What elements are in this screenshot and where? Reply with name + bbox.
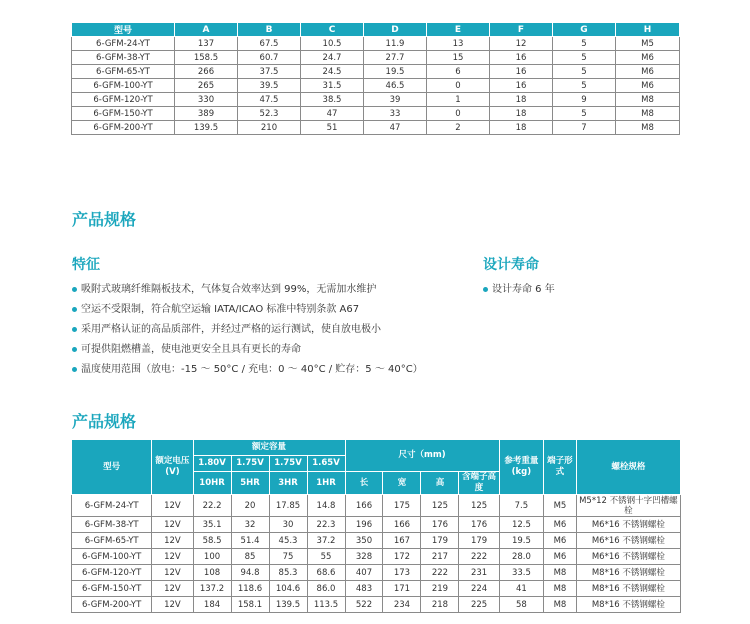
table-cell: 33.5 [499,565,544,581]
table-cell: 52.3 [238,107,301,121]
table-cell: 12V [152,581,193,597]
bullet-icon [72,327,77,332]
table-cell: 94.8 [231,565,269,581]
table-cell: 222 [421,565,459,581]
table-cell: 158.1 [231,597,269,613]
table-cell: 6-GFM-100-YT [72,549,152,565]
table-cell: M6 [616,51,680,65]
table-cell: 45.3 [269,533,307,549]
table-cell: 118.6 [231,581,269,597]
table-cell: 5 [553,51,616,65]
table-row [72,565,681,581]
table-cell: M5*12 不锈钢十字凹槽螺栓 [576,495,680,517]
table-cell: 24.7 [301,51,364,65]
table-cell: 171 [383,581,421,597]
spec-header-weight: 参考重量(kg) [499,440,544,495]
table-cell: 12V [152,495,193,517]
table-cell: 58 [499,597,544,613]
bullet-icon [72,347,77,352]
table-cell: 19.5 [499,533,544,549]
dim-header-2: B [238,23,301,37]
table-row [72,495,681,517]
table-cell: 37.2 [307,533,345,549]
table-cell: 104.6 [269,581,307,597]
table-cell: 234 [383,597,421,613]
table-cell: 224 [459,581,499,597]
table-cell: 219 [421,581,459,597]
table-row [72,107,680,121]
table-cell: M6*16 不锈钢螺栓 [576,517,680,533]
table-cell: 47 [301,107,364,121]
table-cell: 10.5 [301,37,364,51]
table-row [72,517,681,533]
spec-header-size: 尺寸（mm) [345,440,499,472]
design-life-item: 设计寿命 6 年 [483,283,555,303]
table-row [72,79,680,93]
table-cell: 6-GFM-150-YT [72,581,152,597]
table-cell: 85.3 [269,565,307,581]
table-cell: M8*16 不锈钢螺栓 [576,565,680,581]
table-cell: 47.5 [238,93,301,107]
bullet-icon [483,287,488,292]
table-row [72,121,680,135]
table-cell: 18 [490,107,553,121]
table-cell: 125 [459,495,499,517]
table-cell: 7.5 [499,495,544,517]
table-cell: 1 [427,93,490,107]
table-cell: 9 [553,93,616,107]
spec-header-cap-volt: 1.65V [307,456,345,472]
spec-header-length: 长 [345,472,383,495]
product-spec-title: 产品规格 [72,210,137,229]
table-cell: 31.5 [301,79,364,93]
spec-header-capacity: 额定容量 [193,440,345,456]
table-cell: M8*16 不锈钢螺栓 [576,597,680,613]
table-cell: 5 [553,65,616,79]
table-cell: 5 [553,107,616,121]
table-cell: 32 [231,517,269,533]
table-cell: M8*16 不锈钢螺栓 [576,581,680,597]
table-cell: 265 [175,79,238,93]
table-cell: 22.3 [307,517,345,533]
feature-item: 可提供阻燃槽盖，使电池更安全且具有更长的寿命 [72,343,423,363]
features-list [72,283,423,383]
table-cell: M6 [544,517,577,533]
spec-header-width: 宽 [383,472,421,495]
table-cell: 12 [490,37,553,51]
spec-header-cap-rate: 10HR [193,472,231,495]
table-row [72,37,680,51]
table-cell: 6-GFM-200-YT [72,121,175,135]
design-life-title: 设计寿命 [483,257,539,273]
table-cell: 58.5 [193,533,231,549]
table-row [72,65,680,79]
table-cell: 350 [345,533,383,549]
table-cell: 12V [152,549,193,565]
table-cell: 68.6 [307,565,345,581]
spec-header-height: 高 [421,472,459,495]
table-cell: 108 [193,565,231,581]
table-cell: 6-GFM-120-YT [72,565,152,581]
table-row [72,51,680,65]
table-cell: 51.4 [231,533,269,549]
table-cell: 18 [490,93,553,107]
table-cell: 15 [427,51,490,65]
table-cell: 0 [427,107,490,121]
table-cell: 41 [499,581,544,597]
table-cell: 18 [490,121,553,135]
table-cell: 231 [459,565,499,581]
bullet-icon [72,367,77,372]
table-row [72,597,681,613]
table-cell: 166 [383,517,421,533]
design-life-list [483,283,555,303]
table-cell: 6-GFM-150-YT [72,107,175,121]
table-cell: 166 [345,495,383,517]
table-cell: 196 [345,517,383,533]
table-cell: 16 [490,65,553,79]
table-cell: 20 [231,495,269,517]
spec-header-cap-rate: 3HR [269,472,307,495]
table-cell: M6 [616,79,680,93]
table-cell: M8 [544,597,577,613]
table-cell: 47 [364,121,427,135]
feature-item: 空运不受限制，符合航空运输 IATA/ICAO 标准中特别条款 A67 [72,303,423,323]
table-cell: 6-GFM-65-YT [72,65,175,79]
table-cell: 24.5 [301,65,364,79]
table-cell: 12V [152,517,193,533]
table-cell: M6 [616,65,680,79]
table-cell: 39.5 [238,79,301,93]
feature-item: 采用严格认证的高品质部件，并经过严格的运行测试，使自放电极小 [72,323,423,343]
table-cell: 51 [301,121,364,135]
table-cell: M5 [616,37,680,51]
table-cell: 330 [175,93,238,107]
table-cell: M8 [544,581,577,597]
table-cell: 46.5 [364,79,427,93]
table-cell: 11.9 [364,37,427,51]
spec-header-total-height: 含端子高度 [459,472,499,495]
table-cell: 22.2 [193,495,231,517]
dim-header-7: G [553,23,616,37]
table-cell: 483 [345,581,383,597]
table-row [72,549,681,565]
table-row [72,93,680,107]
table-cell: 266 [175,65,238,79]
dimension-table [71,22,680,135]
table-cell: 33 [364,107,427,121]
table-cell: 218 [421,597,459,613]
table-cell: 222 [459,549,499,565]
table-cell: 389 [175,107,238,121]
table-cell: 7 [553,121,616,135]
table-cell: 60.7 [238,51,301,65]
spec-header-cap-volt: 1.75V [231,456,269,472]
table-cell: 16 [490,51,553,65]
table-cell: 75 [269,549,307,565]
table-cell: 173 [383,565,421,581]
table-cell: 100 [193,549,231,565]
dim-header-8: H [616,23,680,37]
table-cell: 6-GFM-100-YT [72,79,175,93]
table-cell: 137 [175,37,238,51]
table-cell: 37.5 [238,65,301,79]
dim-header-3: C [301,23,364,37]
table-cell: M8 [544,565,577,581]
spec-header-cap-rate: 5HR [231,472,269,495]
table-cell: 407 [345,565,383,581]
spec-header-model: 型号 [72,440,152,495]
table-cell: 6-GFM-38-YT [72,51,175,65]
table-cell: M8 [616,107,680,121]
dim-header-0: 型号 [72,23,175,37]
bullet-icon [72,307,77,312]
table-cell: 5 [553,37,616,51]
table-cell: 225 [459,597,499,613]
table-cell: M6 [544,533,577,549]
table-cell: 67.5 [238,37,301,51]
table-cell: 6-GFM-24-YT [72,495,152,517]
spec-header-terminal: 端子形式 [544,440,577,495]
table-cell: 167 [383,533,421,549]
table-cell: 139.5 [269,597,307,613]
table-cell: 39 [364,93,427,107]
feature-item: 温度使用范围（放电：-15 ～ 50°C / 充电：0 ～ 40°C / 贮存：5 ～ 40°C） [72,363,423,383]
table-cell: 328 [345,549,383,565]
table-cell: 6 [427,65,490,79]
table-cell: 113.5 [307,597,345,613]
feature-item: 吸附式玻璃纤维隔板技术，气体复合效率达到 99%，无需加水维护 [72,283,423,303]
spec-header-cap-rate: 1HR [307,472,345,495]
table-cell: 12V [152,565,193,581]
table-cell: 179 [459,533,499,549]
table-row [72,581,681,597]
table-cell: 184 [193,597,231,613]
table-cell: 179 [421,533,459,549]
table-cell: 85 [231,549,269,565]
table-cell: 14.8 [307,495,345,517]
table-cell: 16 [490,79,553,93]
dim-header-1: A [175,23,238,37]
product-spec-title-2: 产品规格 [72,412,137,431]
table-cell: 0 [427,79,490,93]
table-cell: 139.5 [175,121,238,135]
table-cell: 6-GFM-120-YT [72,93,175,107]
table-cell: 12V [152,533,193,549]
table-cell: M8 [616,93,680,107]
dim-header-4: D [364,23,427,37]
spec-header-cap-volt: 1.80V [193,456,231,472]
features-title: 特征 [72,257,100,273]
table-cell: 172 [383,549,421,565]
table-cell: 12.5 [499,517,544,533]
dim-header-6: F [490,23,553,37]
table-cell: 522 [345,597,383,613]
table-cell: 12V [152,597,193,613]
table-cell: 2 [427,121,490,135]
spec-header-cap-volt: 1.75V [269,456,307,472]
table-cell: 28.0 [499,549,544,565]
table-cell: M6*16 不锈钢螺栓 [576,549,680,565]
table-cell: 6-GFM-200-YT [72,597,152,613]
table-cell: 176 [459,517,499,533]
table-cell: 19.5 [364,65,427,79]
table-cell: 210 [238,121,301,135]
table-cell: M6*16 不锈钢螺栓 [576,533,680,549]
spec-header-voltage: 额定电压(V) [152,440,193,495]
table-cell: 38.5 [301,93,364,107]
table-cell: 158.5 [175,51,238,65]
table-cell: 86.0 [307,581,345,597]
bullet-icon [72,287,77,292]
table-cell: 6-GFM-24-YT [72,37,175,51]
table-cell: 30 [269,517,307,533]
spec-header-bolt: 螺栓规格 [576,440,680,495]
table-cell: 6-GFM-38-YT [72,517,152,533]
dimension-table-header [72,23,680,37]
table-cell: 125 [421,495,459,517]
table-cell: M5 [544,495,577,517]
table-cell: 175 [383,495,421,517]
table-cell: 13 [427,37,490,51]
table-cell: M6 [544,549,577,565]
table-cell: 27.7 [364,51,427,65]
spec-table [71,439,681,613]
table-row [72,533,681,549]
table-cell: 17.85 [269,495,307,517]
table-cell: 137.2 [193,581,231,597]
table-cell: 6-GFM-65-YT [72,533,152,549]
table-cell: M8 [616,121,680,135]
table-cell: 217 [421,549,459,565]
dim-header-5: E [427,23,490,37]
table-cell: 35.1 [193,517,231,533]
table-cell: 55 [307,549,345,565]
table-cell: 5 [553,79,616,93]
table-cell: 176 [421,517,459,533]
